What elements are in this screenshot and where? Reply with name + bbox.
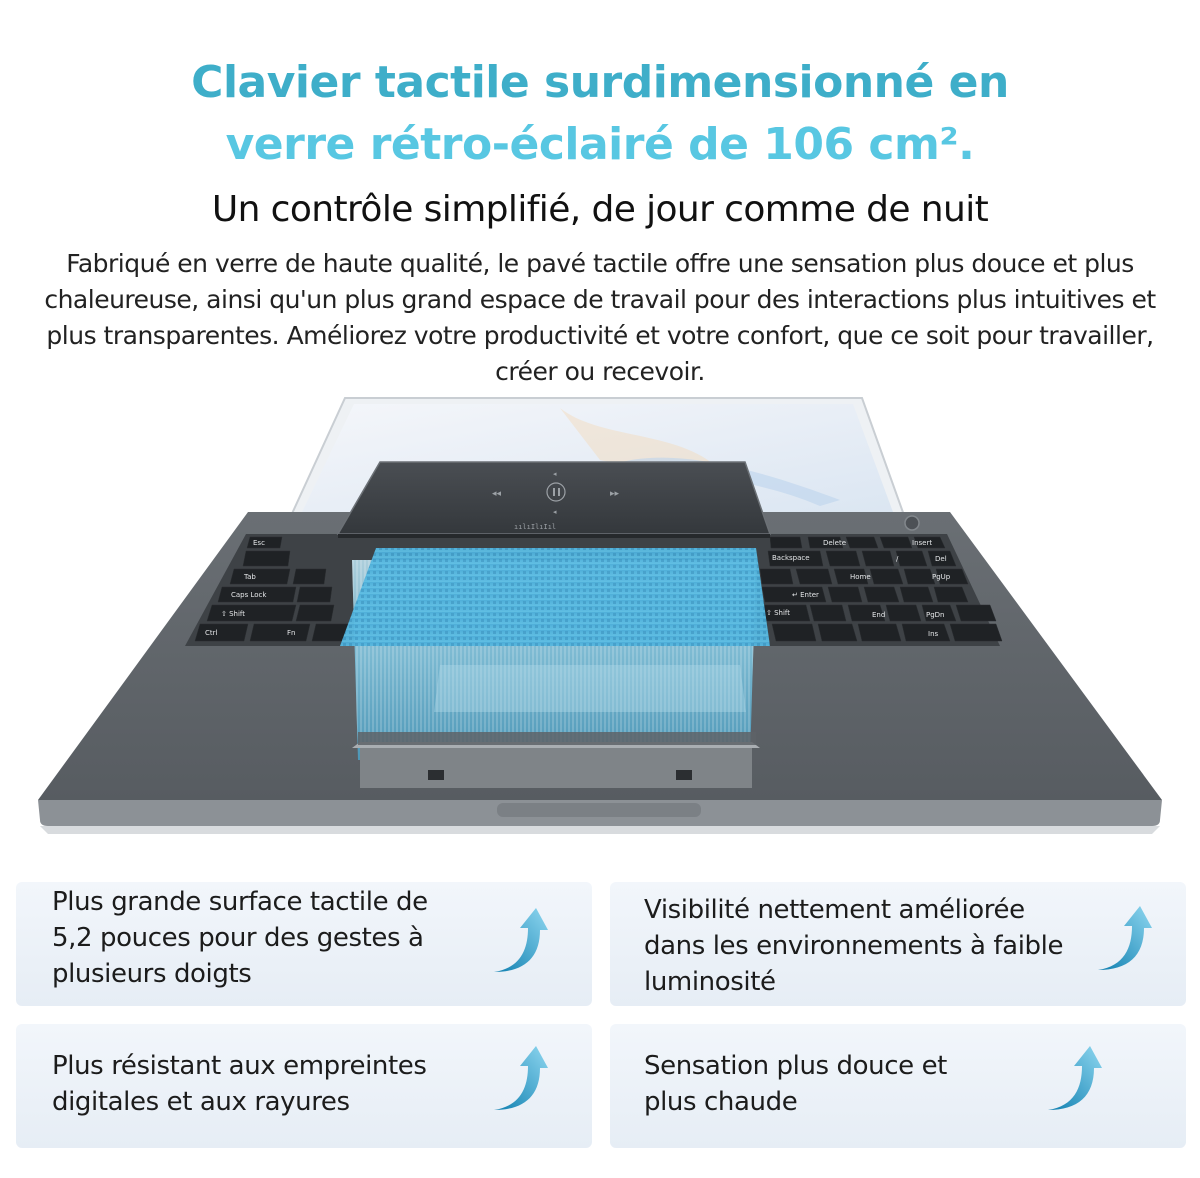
svg-text:Caps Lock: Caps Lock (231, 591, 267, 599)
svg-text:Insert: Insert (912, 539, 933, 547)
headline (0, 52, 1200, 176)
prev-icon: ◂◂ (492, 489, 502, 499)
feature-text-3: Plus résistant aux empreintes digitales et aux rayures (52, 1051, 427, 1117)
svg-text:⇧ Shift: ⇧ Shift (221, 610, 246, 618)
svg-text:/: / (896, 555, 899, 563)
arrow-up-icon (490, 906, 550, 976)
subtitle: Un contrôle simplifié, de jour comme de nuit (211, 189, 989, 230)
arrow-up-icon (490, 1044, 550, 1114)
svg-text:Fn: Fn (287, 629, 296, 637)
feature-card-4 (610, 1024, 1186, 1148)
svg-text:Tab: Tab (244, 573, 256, 581)
svg-text:Esc: Esc (253, 539, 265, 547)
trackpad-base (360, 742, 752, 788)
description-paragraph: Fabriqué en verre de haute qualité, le pavé tactile offre une sensation plus douce et plus chaleureuse, ainsi qu'un plus grand espace de travail pour des interactions plus intuitives et plus transparentes. Améliorez votre productivité et votre confort, que ce soit pour travailler, créer ou recevoir. (44, 249, 1156, 386)
svg-text:Ins: Ins (928, 630, 939, 638)
arrow-up-icon (1094, 904, 1154, 974)
svg-text:Delete: Delete (823, 539, 846, 547)
volume-down-icon: ◂ (553, 508, 557, 516)
svg-text:Ctrl: Ctrl (205, 629, 218, 637)
svg-text:Del: Del (935, 555, 947, 563)
feature-text-1: Plus grande surface tactile de 5,2 pouces pour des gestes à plusieurs doigts (52, 887, 428, 989)
svg-text:↵ Enter: ↵ Enter (792, 591, 819, 599)
svg-text:⇧ Shift: ⇧ Shift (766, 609, 791, 617)
power-button (905, 516, 919, 530)
feature-card-3 (16, 1024, 592, 1148)
svg-text:Home: Home (850, 573, 871, 581)
svg-text:End: End (872, 611, 886, 619)
svg-text:PgUp: PgUp (932, 573, 951, 581)
feature-text-2: Visibilité nettement améliorée dans les environnements à faible luminosité (644, 895, 1064, 997)
lid-notch (497, 803, 701, 817)
feature-text-4: Sensation plus douce et plus chaude (644, 1051, 947, 1117)
arrow-up-icon (1044, 1044, 1104, 1114)
headline-line-1: Clavier tactile surdimensionné en (191, 57, 1009, 108)
next-icon: ▸▸ (610, 489, 620, 499)
svg-text:PgDn: PgDn (926, 611, 945, 619)
volume-up-icon: ◂ (553, 470, 557, 478)
laptop-illustration (0, 392, 1200, 852)
waveform-icon: ıılıIlıIıl (514, 523, 557, 531)
headline-line-2: verre rétro-éclairé de 106 cm². (225, 119, 975, 170)
feature-card-1 (16, 882, 592, 1006)
feature-card-2 (610, 882, 1186, 1006)
svg-text:Backspace: Backspace (772, 554, 810, 562)
